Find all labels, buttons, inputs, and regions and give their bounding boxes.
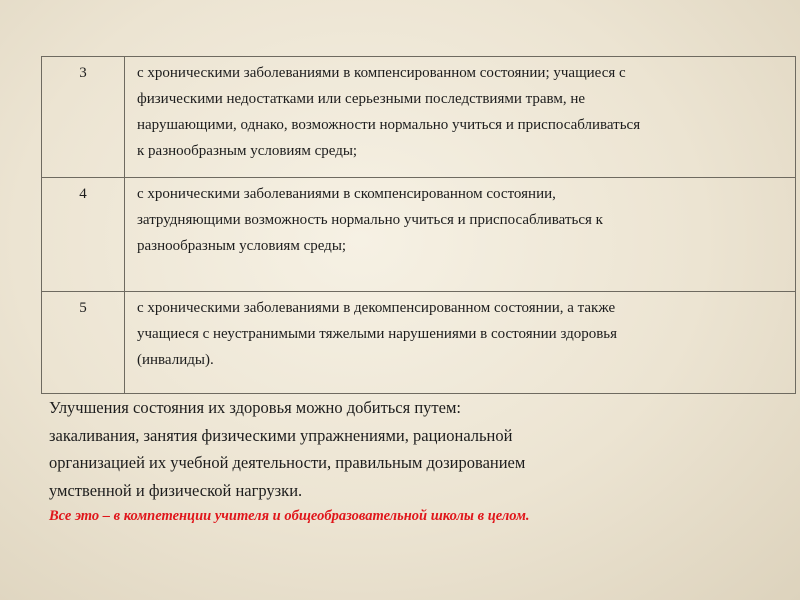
description-line: (инвалиды). [137,352,214,368]
description-line: разнообразным условиям среды; [137,238,347,254]
description-line: с хроническими заболеваниями в декомпенсированном состоянии, а также [137,300,616,316]
group-number-cell: 3 [42,57,125,178]
table-row [42,178,796,292]
description-line: учащиеся с неустранимыми тяжелыми нарушениями в состоянии здоровья [137,326,618,342]
body-text [49,394,769,528]
group-number-cell: 4 [42,178,125,292]
group-description-cell [125,57,796,178]
table-row [42,292,796,394]
description-line: с хроническими заболеваниями в компенсированном состоянии; учащиеся с [137,65,626,81]
body-line: закаливания, занятия физическими упражнениями, рациональной [49,425,513,445]
highlight-statement: Все это – в компетенции учителя и общеобразовательной школы в целом. [49,508,530,524]
description-line: физическими недостатками или серьезными последствиями травм, не [137,91,586,107]
group-description-cell [125,292,796,394]
group-number-cell: 5 [42,292,125,394]
body-line: организацией их учебной деятельности, правильным дозированием [49,453,526,472]
description-line: нарушающими, однако, возможности нормально учиться и приспосабливаться [137,117,641,133]
health-groups-table [41,56,796,394]
body-line: Улучшения состояния их здоровья можно добиться путем: [49,398,461,417]
description-line: затрудняющими возможность нормально учиться и приспосабливаться к [137,212,603,228]
description-line: с хроническими заболеваниями в скомпенсированном состоянии, [137,186,556,202]
group-description-cell [125,178,796,292]
body-line: умственной и физической нагрузки. [49,480,303,500]
description-line: к разнообразным условиям среды; [137,143,358,159]
table-row [42,57,796,178]
